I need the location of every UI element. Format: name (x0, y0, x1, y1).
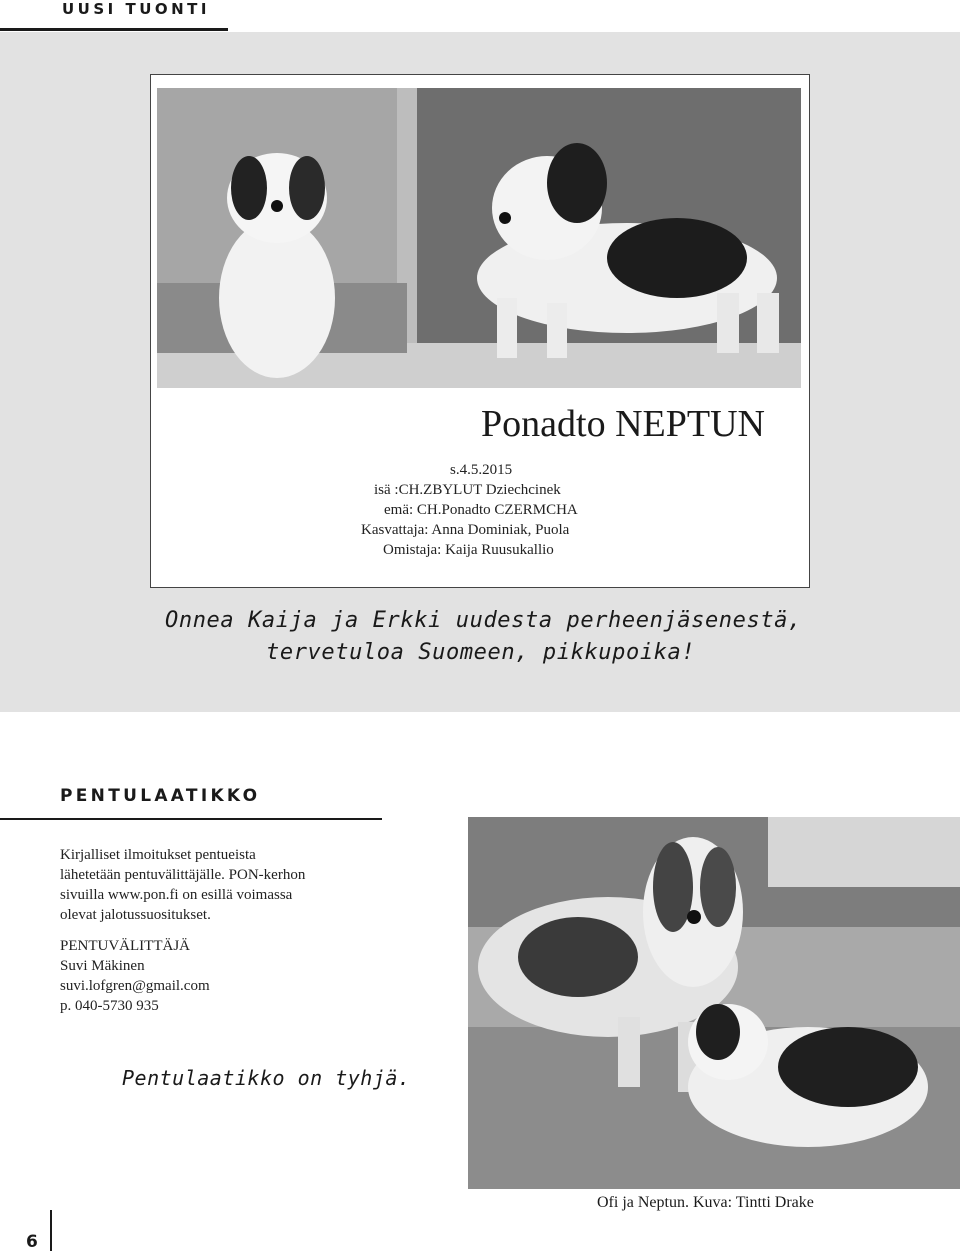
photo-caption: Ofi ja Neptun. Kuva: Tintti Drake (597, 1194, 814, 1211)
page-number: 6 (26, 1232, 38, 1252)
contact-email: suvi.lofgren@gmail.com (60, 978, 210, 994)
detail-owner: Omistaja: Kaija Ruusukallio (383, 542, 554, 558)
paragraph-line: olevat jalotussuositukset. (60, 907, 211, 923)
section-tag: UUSI TUONTI (62, 0, 210, 18)
puppies-photo (157, 88, 801, 388)
section-heading-rule (0, 818, 382, 820)
detail-sire: isä :CH.ZBYLUT Dziechcinek (374, 482, 561, 498)
greeting-line-1: Onnea Kaija ja Erkki uudesta perheenjäsenestä, (165, 608, 802, 633)
dog-name-title (150, 402, 810, 446)
paragraph-line: lähetetään pentuvälittäjälle. PON-kerhon (60, 867, 306, 883)
paragraph-line: sivuilla www.pon.fi on esillä voimassa (60, 887, 293, 903)
paragraph-line: Kirjalliset ilmoitukset pentueista (60, 847, 256, 863)
detail-birthdate: s.4.5.2015 (450, 462, 513, 478)
page-number-rule (50, 1210, 52, 1251)
section-heading: PENTULAATIKKO (60, 786, 261, 806)
empty-note: Pentulaatikko on tyhjä. (122, 1066, 411, 1090)
contact-phone: p. 040-5730 935 (60, 998, 159, 1014)
contact-role: PENTUVÄLITTÄJÄ (60, 938, 190, 954)
dogs-photo (468, 817, 960, 1189)
dog-name-text: Ponadto NEPTUN (481, 403, 765, 445)
contact-name: Suvi Mäkinen (60, 958, 145, 974)
section-tag-rule (0, 28, 228, 31)
detail-dam: emä: CH.Ponadto CZERMCHA (384, 502, 578, 518)
detail-breeder: Kasvattaja: Anna Dominiak, Puola (361, 522, 570, 538)
greeting-line-2: tervetuloa Suomeen, pikkupoika! (266, 640, 696, 665)
